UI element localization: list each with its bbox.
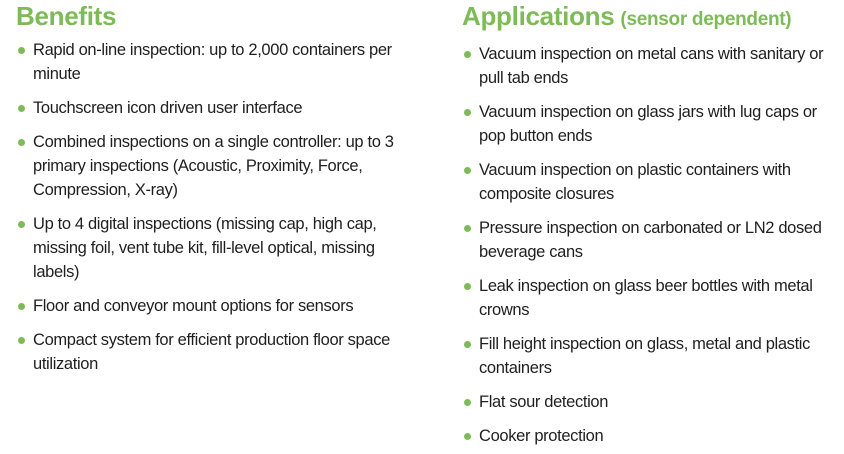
applications-title: Applications [462,1,615,31]
applications-heading [462,0,844,36]
applications-section [462,0,844,448]
list-item: Leak inspection on glass beer bottles with metal crowns [462,274,844,322]
list-item: Vacuum inspection on metal cans with sanitary or pull tab ends [462,42,844,90]
benefits-section [16,0,416,376]
list-item: Fill height inspection on glass, metal and plastic containers [462,332,844,380]
list-item: Pressure inspection on carbonated or LN2 dosed beverage cans [462,216,844,264]
list-item: Vacuum inspection on plastic containers with composite closures [462,158,844,206]
list-item: Up to 4 digital inspections (missing cap, high cap, missing foil, vent tube kit, fill-level optical, missing labels) [16,212,416,284]
benefits-heading [16,0,416,32]
list-item: Vacuum inspection on glass jars with lug caps or pop button ends [462,100,844,148]
list-item: Compact system for efficient production floor space utilization [16,328,416,376]
list-item: Combined inspections on a single controller: up to 3 primary inspections (Acoustic, Proximity, Force, Compression, X-ray) [16,130,416,202]
list-item: Flat sour detection [462,390,844,414]
benefits-title: Benefits [16,1,117,31]
list-item: Floor and conveyor mount options for sensors [16,294,416,318]
list-item: Rapid on-line inspection: up to 2,000 containers per minute [16,38,416,86]
applications-subtitle: (sensor dependent) [620,9,792,30]
applications-list [462,42,844,448]
benefits-list [16,38,416,376]
list-item: Touchscreen icon driven user interface [16,96,416,120]
list-item: Cooker protection [462,424,844,448]
